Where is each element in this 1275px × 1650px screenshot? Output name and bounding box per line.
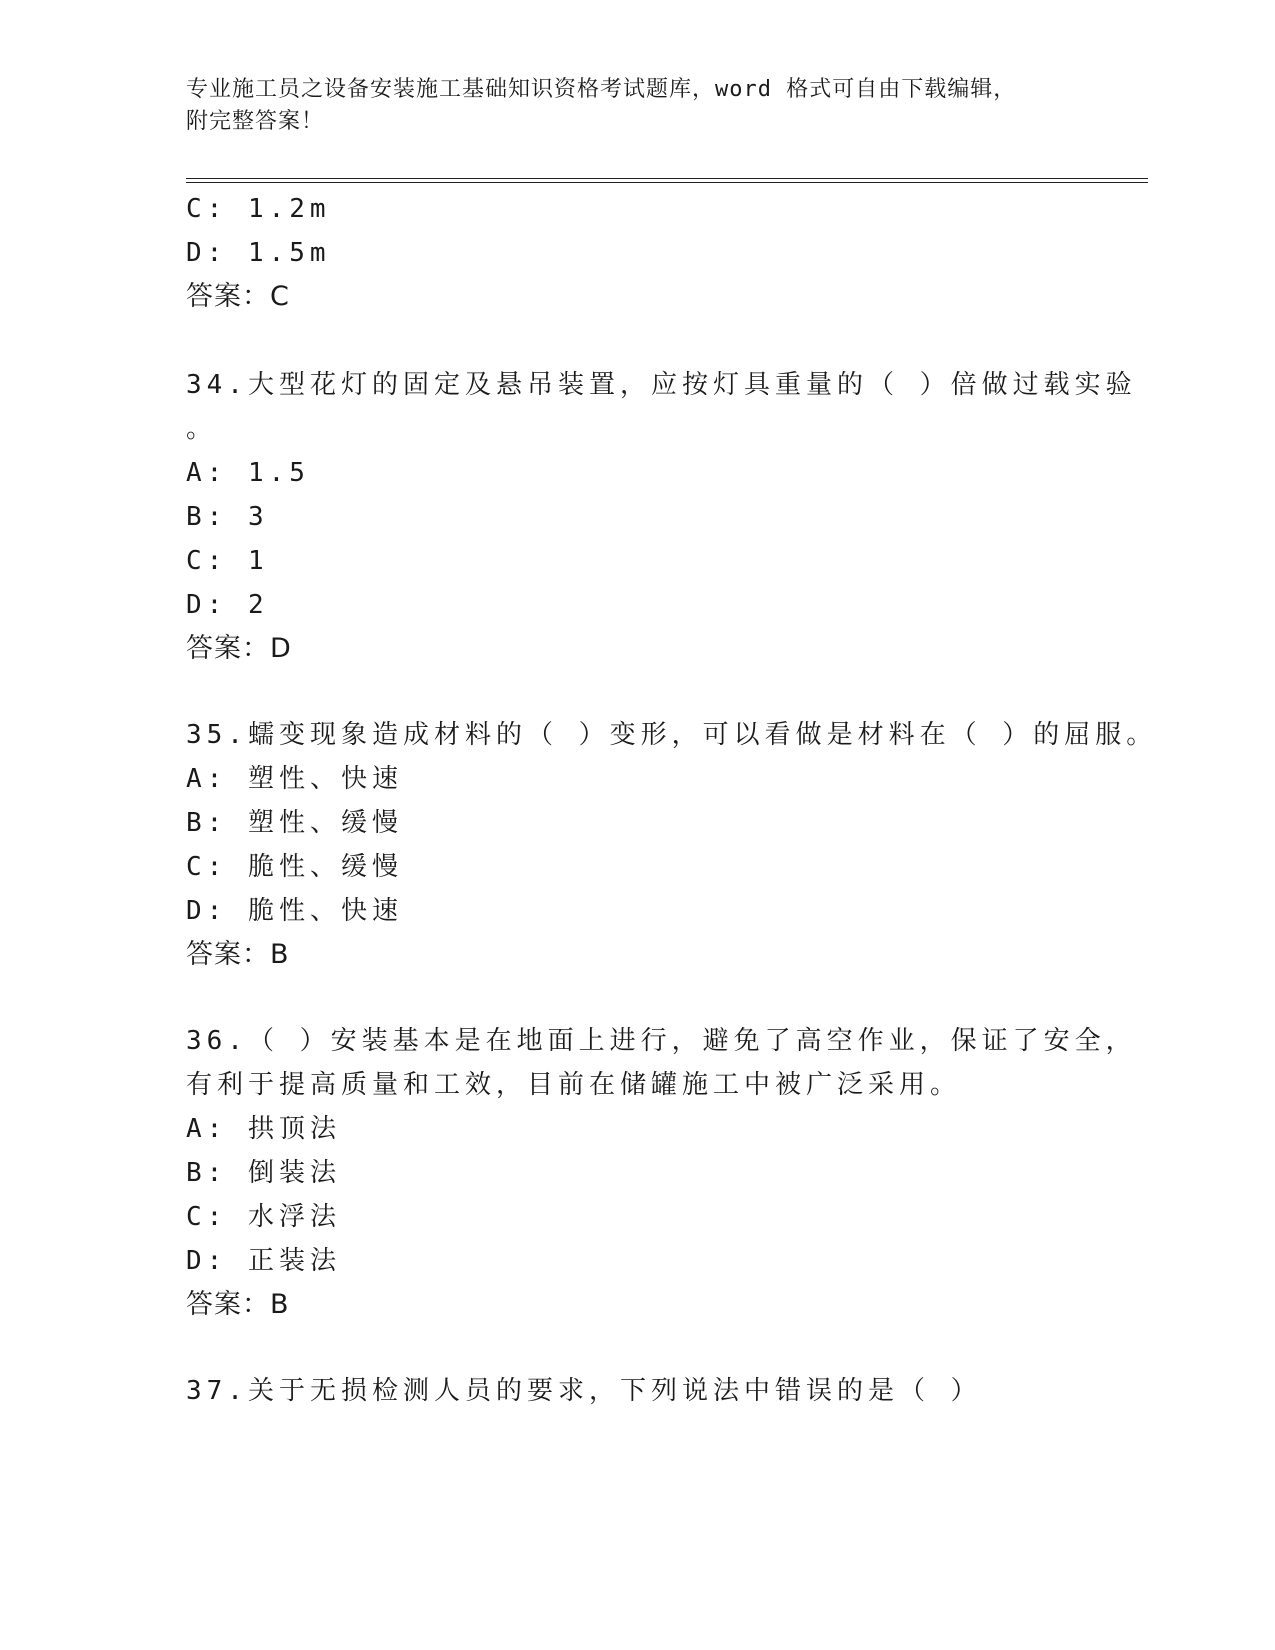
q34-option-d: D: 2 <box>186 590 269 620</box>
q37-text-line1: 37.关于无损检测人员的要求，下列说法中错误的是（ ） <box>186 1376 982 1406</box>
q36-answer: 答案：B <box>186 1289 290 1320</box>
q34-text-line1: 34.大型花灯的固定及悬吊装置，应按灯具重量的（ ）倍做过载实验 <box>186 370 1137 400</box>
document-header <box>186 74 1086 138</box>
q34-option-b: B: 3 <box>186 502 269 532</box>
q36-option-b: B: 倒装法 <box>186 1158 341 1188</box>
q34-text-line2: 。 <box>186 414 218 444</box>
q35-option-c: C: 脆性、缓慢 <box>186 852 403 882</box>
q35-text-line1: 35.蠕变现象造成材料的（ ）变形，可以看做是材料在（ ）的屈服。 <box>186 720 1158 750</box>
q36-option-c: C: 水浮法 <box>186 1202 341 1232</box>
header-divider-top <box>186 178 1148 179</box>
header-divider-bottom <box>186 182 1148 183</box>
q34-option-c: C: 1 <box>186 546 269 576</box>
q34-answer: 答案：D <box>186 633 292 664</box>
prev-answer: 答案：C <box>186 281 290 312</box>
header-line-2: 附完整答案！ <box>186 109 325 134</box>
q34-option-a: A: 1.5 <box>186 458 310 488</box>
q36-option-a: A: 拱顶法 <box>186 1114 341 1144</box>
q35-answer: 答案：B <box>186 939 290 970</box>
q36-text-line1: 36.（ ）安装基本是在地面上进行，避免了高空作业，保证了安全， <box>186 1026 1137 1056</box>
q35-option-b: B: 塑性、缓慢 <box>186 808 403 838</box>
header-line-1: 专业施工员之设备安装施工基础知识资格考试题库，word 格式可自由下载编辑， <box>186 77 1017 102</box>
q36-option-d: D: 正装法 <box>186 1246 341 1276</box>
prev-option-c: C: 1.2m <box>186 194 331 224</box>
q36-text-line2: 有利于提高质量和工效，目前在储罐施工中被广泛采用。 <box>186 1070 962 1100</box>
q35-option-a: A: 塑性、快速 <box>186 764 403 794</box>
prev-option-d: D: 1.5m <box>186 238 331 268</box>
q35-option-d: D: 脆性、快速 <box>186 896 403 926</box>
